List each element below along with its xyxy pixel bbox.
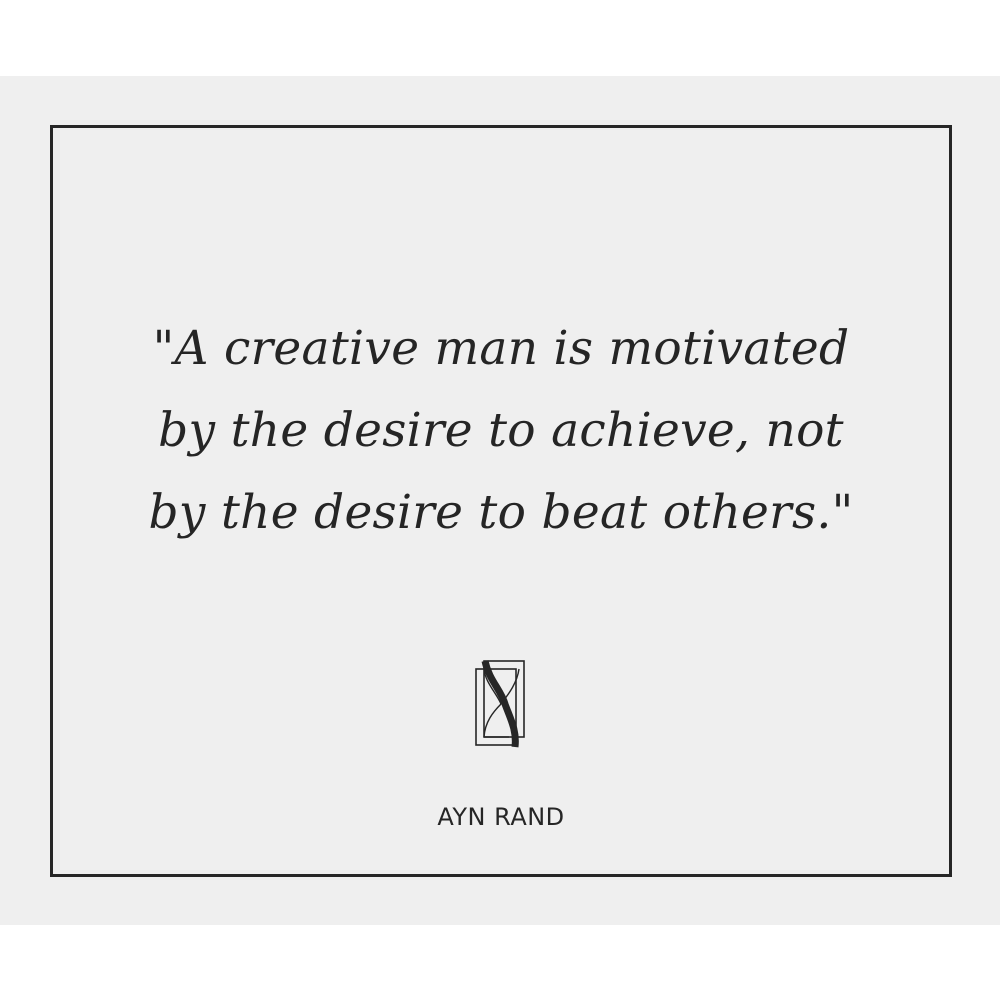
quote-frame	[50, 125, 952, 877]
quote-text	[53, 308, 949, 554]
quote-card	[0, 76, 1000, 925]
quote-line: by the desire to achieve, not	[158, 403, 844, 458]
quote-line: "A creative man is motivated	[152, 321, 850, 376]
quote-line: by the desire to beat others."	[148, 485, 854, 540]
author-name: AYN RAND	[437, 803, 565, 831]
hourglass-logo-icon	[475, 660, 527, 748]
